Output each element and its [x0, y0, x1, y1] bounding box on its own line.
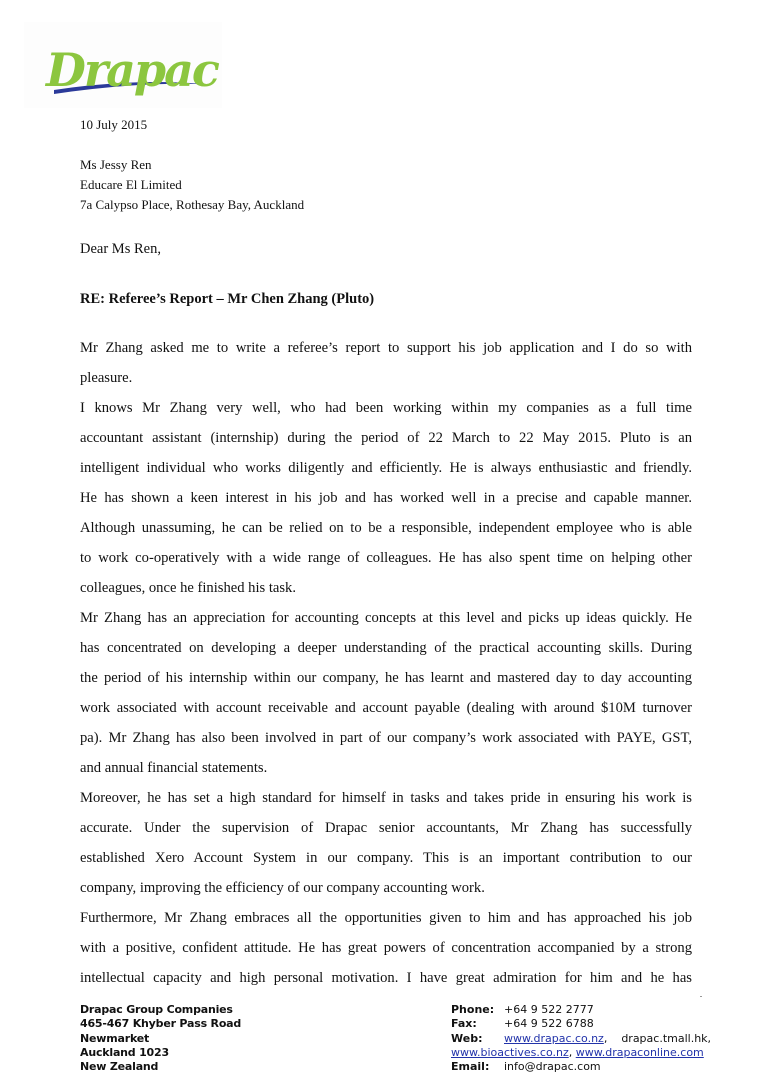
- recipient-name: Ms Jessy Ren: [80, 157, 152, 172]
- paragraph-line: accountant assistant (internship) during the period of 22 March to 22 May 2015. Pluto is an: [80, 430, 692, 446]
- footer-company: Drapac Group Companies: [80, 1003, 233, 1016]
- svg-text:Drapac: Drapac: [46, 43, 218, 97]
- footer-suburb: Newmarket: [80, 1031, 150, 1045]
- drapac-logo: [24, 22, 222, 108]
- email-label: Email:: [451, 1060, 490, 1074]
- footer-city: Auckland 1023: [80, 1045, 169, 1059]
- paragraph: [80, 907, 692, 997]
- paragraph-line: colleagues, once he finished his task.: [80, 580, 297, 596]
- paragraph-line: pleasure.: [80, 370, 133, 386]
- paragraph-line: to work co-operatively with a wide range of colleagues. He has also spent time on helping other: [80, 550, 692, 566]
- paragraph: [80, 607, 692, 787]
- recipient-company: Educare El Limited: [80, 177, 182, 192]
- paragraph-line: has concentrated on developing a deeper understanding of the practical accounting skills. During: [80, 640, 692, 656]
- paragraph-line: Moreover, he has set a high standard for himself in tasks and takes pride in ensuring his work is: [80, 790, 692, 806]
- paragraph-line: the period of his internship within our company, he has learnt and mastered day to day accounting: [80, 670, 692, 686]
- recipient-address: 7a Calypso Place, Rothesay Bay, Auckland: [80, 197, 305, 212]
- paragraph: [80, 337, 692, 397]
- paragraph-line: Although unassuming, he can be relied on to be a responsible, independent employee who is able: [80, 520, 692, 536]
- paragraph-line: I knows Mr Zhang very well, who had been working within my companies as a full time: [80, 400, 692, 416]
- footer-country: New Zealand: [80, 1060, 159, 1074]
- fax-label: Fax:: [451, 1017, 477, 1031]
- paragraph-line: company, improving the efficiency of our company accounting work.: [80, 880, 485, 896]
- paragraph-line: accurate. Under the supervision of Drapac senior accountants, Mr Zhang has successfully: [80, 820, 692, 836]
- salutation: Dear Ms Ren,: [80, 241, 161, 257]
- footer-contact: Phone: +64 9 522 2777 Fax: +64 9 522 6788 Web: www.drapac.co.nz, drapac.tmall.hk, www.bioactives.co.nz, www.drapaconline.com Email: info@drapac.com: [451, 1003, 712, 1074]
- paragraph-line: Mr Zhang asked me to write a referee’s report to support his job application and I do so with: [80, 340, 692, 356]
- paragraph-line: Mr Zhang has an appreciation for accounting concepts at this level and picks up ideas quickly. He: [80, 610, 692, 626]
- paragraph-line: and annual financial statements.: [80, 760, 268, 776]
- footer-street: 465-467 Khyber Pass Road: [80, 1017, 242, 1031]
- letter-date: 10 July 2015: [80, 117, 148, 132]
- web-label: Web:: [451, 1031, 483, 1045]
- subject-line: RE: Referee’s Report – Mr Chen Zhang (Pluto): [80, 291, 375, 307]
- paragraph-line: pa). Mr Zhang has also been involved in part of our company’s work associated with PAYE, GST,: [80, 730, 692, 746]
- paragraph-line: established Xero Account System in our company. This is an important contribution to our: [80, 850, 692, 866]
- paragraph: [80, 787, 692, 907]
- phone-label: Phone:: [451, 1003, 495, 1016]
- web-tmall: drapac.tmall.hk,: [621, 1031, 712, 1045]
- paragraph-line: intellectual capacity and high personal motivation. I have great admiration for him and he has: [80, 970, 692, 986]
- paragraph-line: Furthermore, Mr Zhang embraces all the opportunities given to him and has approached his job: [80, 910, 692, 926]
- email-value: info@drapac.com: [504, 1060, 601, 1074]
- fax-value: +64 9 522 6788: [504, 1017, 594, 1031]
- web-link-bioactives[interactable]: www.bioactives.co.nz: [451, 1045, 569, 1059]
- paragraph-line: intelligent individual who works diligently and efficiently. He is always enthusiastic and friendly.: [80, 460, 692, 476]
- phone-value: +64 9 522 2777: [504, 1003, 594, 1016]
- paragraph: [80, 397, 692, 607]
- paragraph-line: with a positive, confident attitude. He has great powers of concentration accompanied by a strong: [80, 940, 692, 956]
- paragraph-line: work associated with account receivable and account payable (dealing with around $10M turnover: [80, 700, 692, 716]
- web-link-drapaconline[interactable]: www.drapaconline.com: [575, 1045, 704, 1059]
- footer-address: [80, 1003, 241, 1074]
- page-mark: [700, 996, 702, 997]
- paragraph-line: He has shown a keen interest in his job and has worked well in a precise and capable manner.: [80, 490, 692, 506]
- web-link-drapac[interactable]: www.drapac.co.nz: [504, 1031, 604, 1045]
- letter-body: [80, 337, 692, 997]
